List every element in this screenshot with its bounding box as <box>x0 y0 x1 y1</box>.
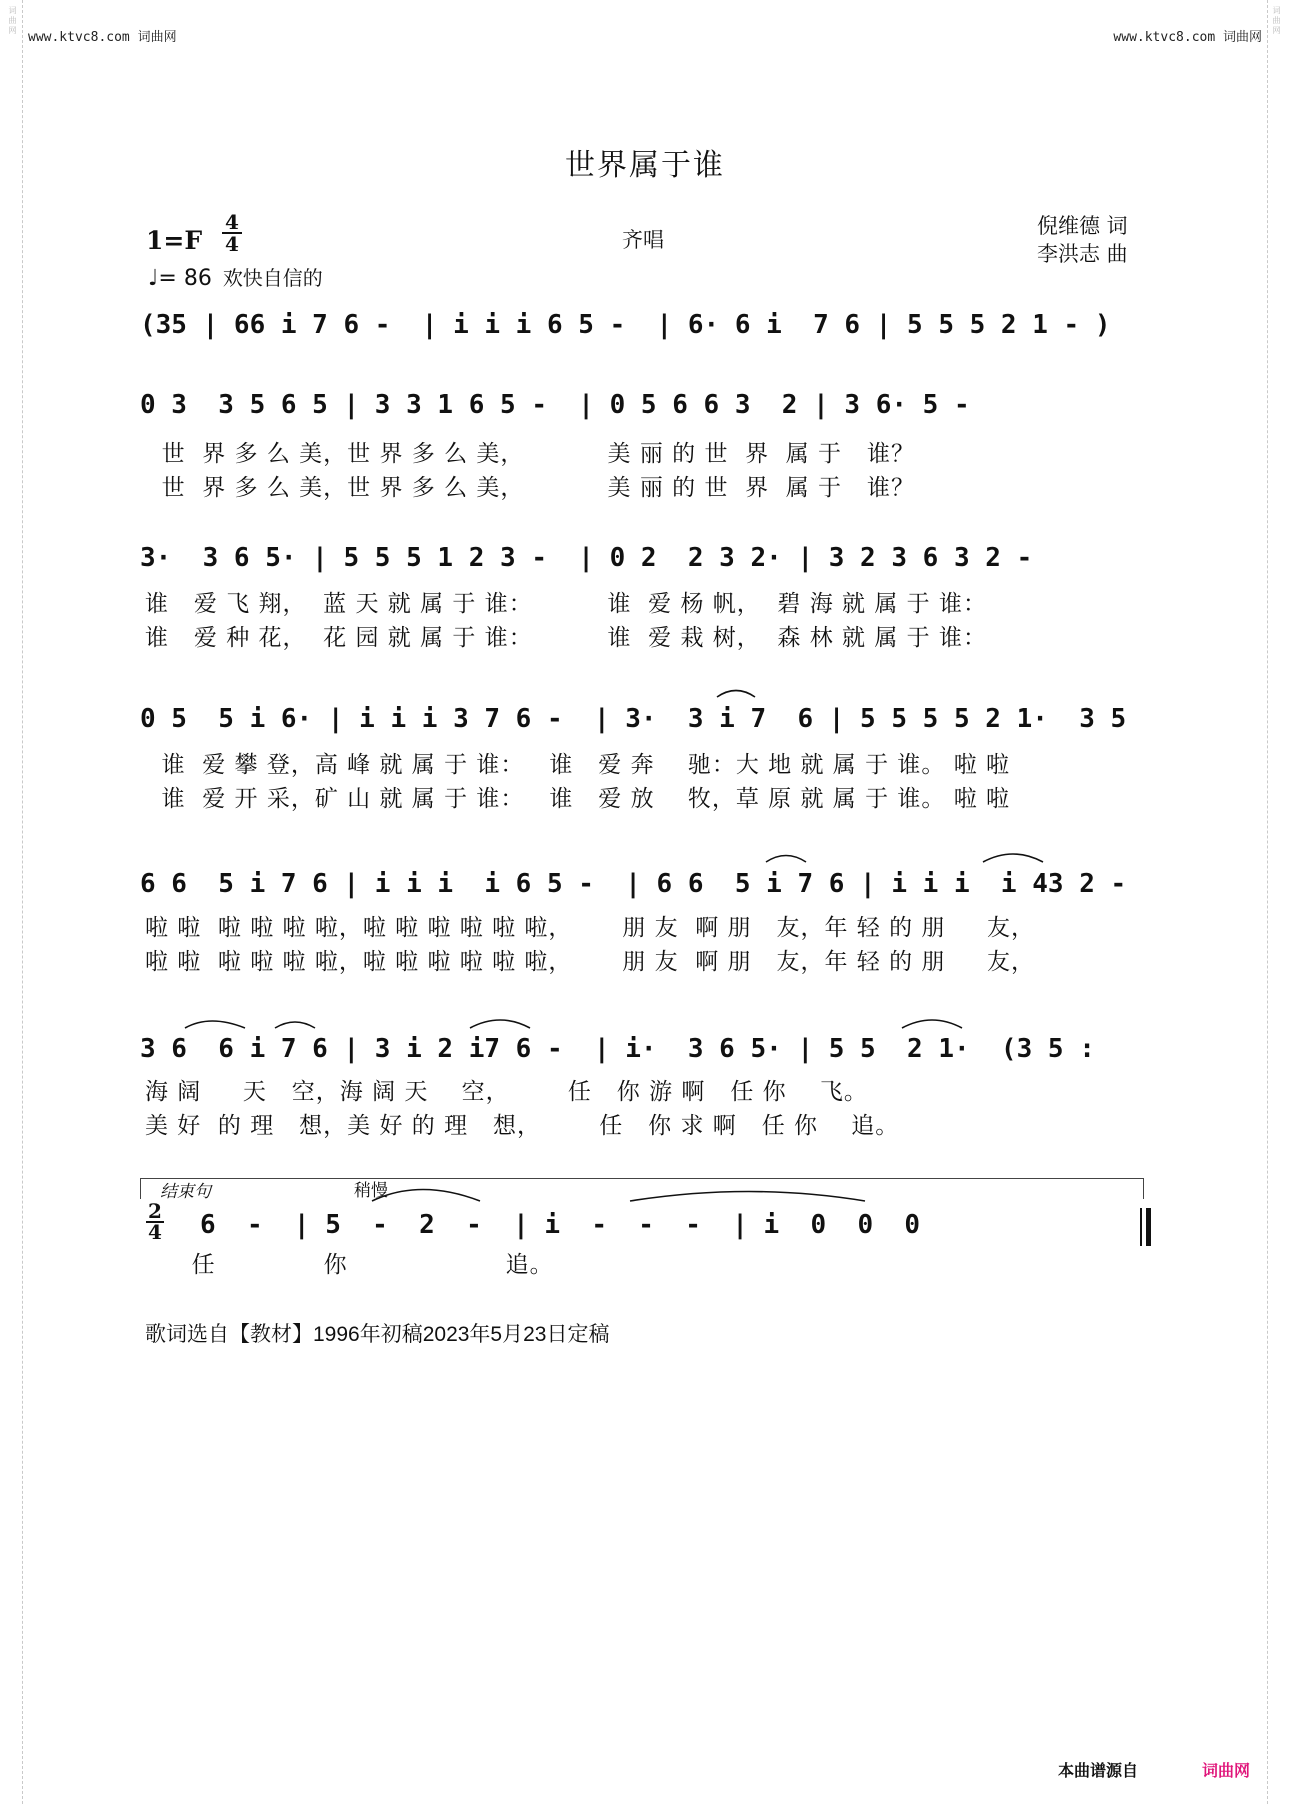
slur-1 <box>717 691 755 698</box>
slur-5 <box>275 1022 315 1028</box>
tempo-mood: 欢快自信的 <box>222 266 323 290</box>
lyric-3-verse-1: 谁 爱 攀 登，高 峰 就 属 于 谁： 谁 爱 奔 驰：大 地 就 属 于 谁。 啦 啦 <box>145 752 1011 778</box>
notes-intro: (35 | 66 i 7 6 - | i i i 6 5 - | 6· 6 i 7 6 | 5 5 5 2 1 - ) <box>140 310 1111 340</box>
footer-brand-link[interactable]: 词曲网 <box>1202 1763 1251 1780</box>
slur-8 <box>372 1190 480 1202</box>
composer: 李洪志 曲 <box>1037 242 1128 266</box>
notes-system-5: 3 6 6 i 7 6 | 3 i 2 i7 6 - | i· 3 6 5· | 5 5 2 1· (3 5 : <box>140 1034 1095 1064</box>
slur-7 <box>902 1020 962 1028</box>
coda-time-top: 2 <box>148 1199 162 1223</box>
time-top: 4 <box>225 210 239 234</box>
lyricist: 倪维德 词 <box>1037 214 1128 238</box>
final-barline-thin <box>1140 1208 1142 1246</box>
lyric-2-verse-2: 谁 爱 种 花， 花 园 就 属 于 谁： 谁 爱 栽 树， 森 林 就 属 于 谁： <box>145 625 987 651</box>
notes-system-4: 6 6 5 i 7 6 | i i i i 6 5 - | 6 6 5 i 7 6 | i i i i 43 2 - <box>140 869 1127 899</box>
coda-tempo-change: 稍慢 <box>354 1181 388 1201</box>
watermark-top-left[interactable]: www.ktvc8.com 词曲网 <box>28 30 177 45</box>
key-signature: 1=F <box>146 226 203 255</box>
slur-9 <box>630 1192 865 1202</box>
coda-label: 结束句 <box>160 1182 211 1202</box>
coda-time-bottom: 4 <box>146 1221 164 1242</box>
quarter-note-icon: ♩ <box>148 266 159 291</box>
lyric-2-verse-1: 谁 爱 飞 翔， 蓝 天 就 属 于 谁： 谁 爱 杨 帆， 碧 海 就 属 于 谁： <box>145 591 987 617</box>
side-watermark-left: 词曲网 <box>8 6 17 36</box>
slur-2 <box>766 856 806 863</box>
song-title: 世界属于谁 <box>565 148 725 183</box>
final-barline-thick <box>1146 1208 1151 1246</box>
performance-style: 齐唱 <box>622 228 664 252</box>
side-watermark-right: 词曲网 <box>1272 6 1281 36</box>
lyric-4-verse-2: 啦 啦 啦 啦 啦 啦，啦 啦 啦 啦 啦 啦， 朋 友 啊 朋 友，年 轻 的 朋 友， <box>145 949 1035 975</box>
lyric-1-verse-2: 世 界 多 么 美，世 界 多 么 美， 美 丽 的 世 界 属 于 谁？ <box>145 475 915 501</box>
notes-coda: 6 - | 5 - 2 - | i - - - | i 0 0 0 <box>200 1210 921 1240</box>
slur-3 <box>983 854 1043 862</box>
watermark-top-right[interactable]: www.ktvc8.com 词曲网 <box>1113 30 1262 45</box>
footer-source-label: 本曲谱源自 <box>1058 1763 1139 1780</box>
lyric-coda: 任 你 追。 <box>175 1252 554 1278</box>
notes-system-2: 3· 3 6 5· | 5 5 5 1 2 3 - | 0 2 2 3 2· | 3 2 3 6 3 2 - <box>140 543 1033 573</box>
lyric-4-verse-1: 啦 啦 啦 啦 啦 啦，啦 啦 啦 啦 啦 啦， 朋 友 啊 朋 友，年 轻 的 朋 友， <box>145 915 1035 941</box>
lyric-1-verse-1: 世 界 多 么 美，世 界 多 么 美， 美 丽 的 世 界 属 于 谁？ <box>145 441 915 467</box>
slur-6 <box>470 1020 530 1028</box>
notes-system-3: 0 5 5 i 6· | i i i 3 7 6 - | 3· 3 i 7 6 | 5 5 5 5 2 1· 3 5 <box>140 704 1127 734</box>
source-note: 歌词选自【教材】1996年初稿2023年5月23日定稿 <box>145 1323 610 1346</box>
lyric-5-verse-1: 海 阔 天 空，海 阔 天 空， 任 你 游 啊 任 你 飞。 <box>145 1079 868 1105</box>
time-bottom: 4 <box>222 232 242 254</box>
tempo-bpm: = 86 <box>158 266 212 291</box>
lyric-5-verse-2: 美 好 的 理 想，美 好 的 理 想， 任 你 求 啊 任 你 追。 <box>145 1113 900 1139</box>
notes-system-1: 0 3 3 5 6 5 | 3 3 1 6 5 - | 0 5 6 6 3 2 | 3 6· 5 - <box>140 390 970 420</box>
lyric-3-verse-2: 谁 爱 开 采，矿 山 就 属 于 谁： 谁 爱 放 牧，草 原 就 属 于 谁。 啦 啦 <box>145 786 1011 812</box>
slur-4 <box>185 1021 245 1028</box>
